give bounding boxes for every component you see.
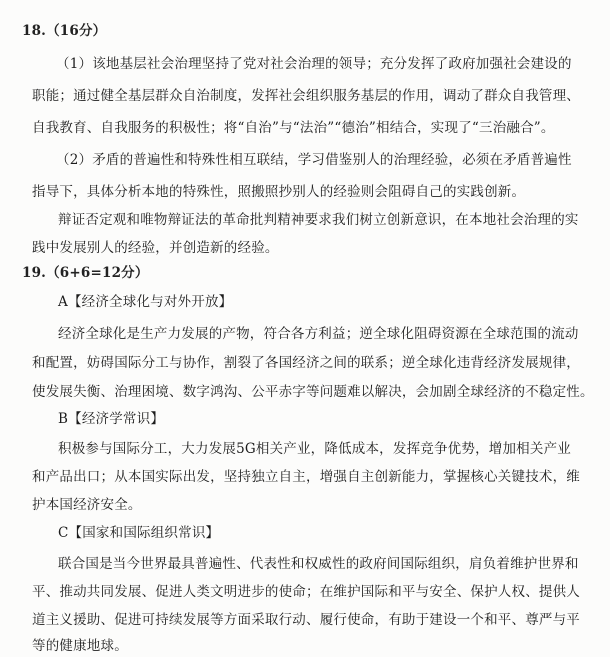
- section-a-line-1: 经济全球化是生产力发展的产物，符合各方利益；逆全球化阻碍资源在全球范围的流动: [58, 326, 579, 342]
- q18-p3-line-2: 践中发展别人的经验，并创造新的经验。: [32, 240, 279, 256]
- q18-p1-line-1: （1）该地基层社会治理坚持了党对社会治理的领导；充分发挥了政府加强社会建设的: [56, 56, 572, 72]
- section-a-line-3: 使发展失衡、治理困境、数字鸿沟、公平赤字等问题难以解决，会加剧全球经济的不稳定性。: [32, 384, 594, 400]
- section-c-heading: C【国家和国际组织常识】: [58, 525, 220, 541]
- section-b-line-1: 积极参与国际分工，大力发展5G相关产业，降低成本，发挥竞争优势，增加相关产业: [58, 441, 571, 457]
- section-c-line-1: 联合国是当今世界最具普遍性、代表性和权威性的政府间国际组织，肩负着维护世界和: [58, 556, 579, 572]
- section-c-line-4: 等的健康地球。: [32, 638, 128, 654]
- section-c-line-3: 道主义援助、促进可持续发展等方面采取行动、履行使命，有助于建设一个和平、尊严与平: [32, 612, 580, 628]
- q18-p2-line-1: （2）矛盾的普遍性和特殊性相互联结，学习借鉴别人的治理经验，必须在矛盾普遍性: [56, 152, 572, 168]
- section-b-line-3: 护本国经济安全。: [32, 497, 142, 513]
- section-b-line-2: 和产品出口；从本国实际出发，坚持独立自主，增强自主创新能力，掌握核心关键技术，维: [32, 469, 580, 485]
- section-a-heading: A【经济全球化与对外开放】: [58, 294, 233, 310]
- q18-p2-line-2: 指导下，具体分析本地的特殊性，照搬照抄别人的经验则会阻碍自己的实践创新。: [32, 184, 526, 200]
- section-a-line-2: 和配置，妨碍国际分工与协作，割裂了各国经济之间的联系；逆全球化违背经济发展规律，: [32, 355, 580, 371]
- question-18-header: 18.（16分）: [22, 23, 107, 39]
- section-c-line-2: 平、推动共同发展、促进人类文明进步的使命；在维护国际和平与安全、保护人权、提供人: [32, 584, 580, 600]
- q18-p1-line-3: 自我教育、自我服务的积极性；将“自治”与“法治”“德治”相结合，实现了“三治融合”。: [32, 120, 555, 136]
- question-19-header: 19.（6+6=12分）: [22, 265, 149, 281]
- q18-p3-line-1: 辩证否定观和唯物辩证法的革命批判精神要求我们树立创新意识，在本地社会治理的实: [58, 212, 579, 228]
- section-b-heading: B【经济学常识】: [58, 411, 165, 427]
- q18-p1-line-2: 职能；通过健全基层群众自治制度，发挥社会组织服务基层的作用，调动了群众自我管理、: [32, 88, 580, 104]
